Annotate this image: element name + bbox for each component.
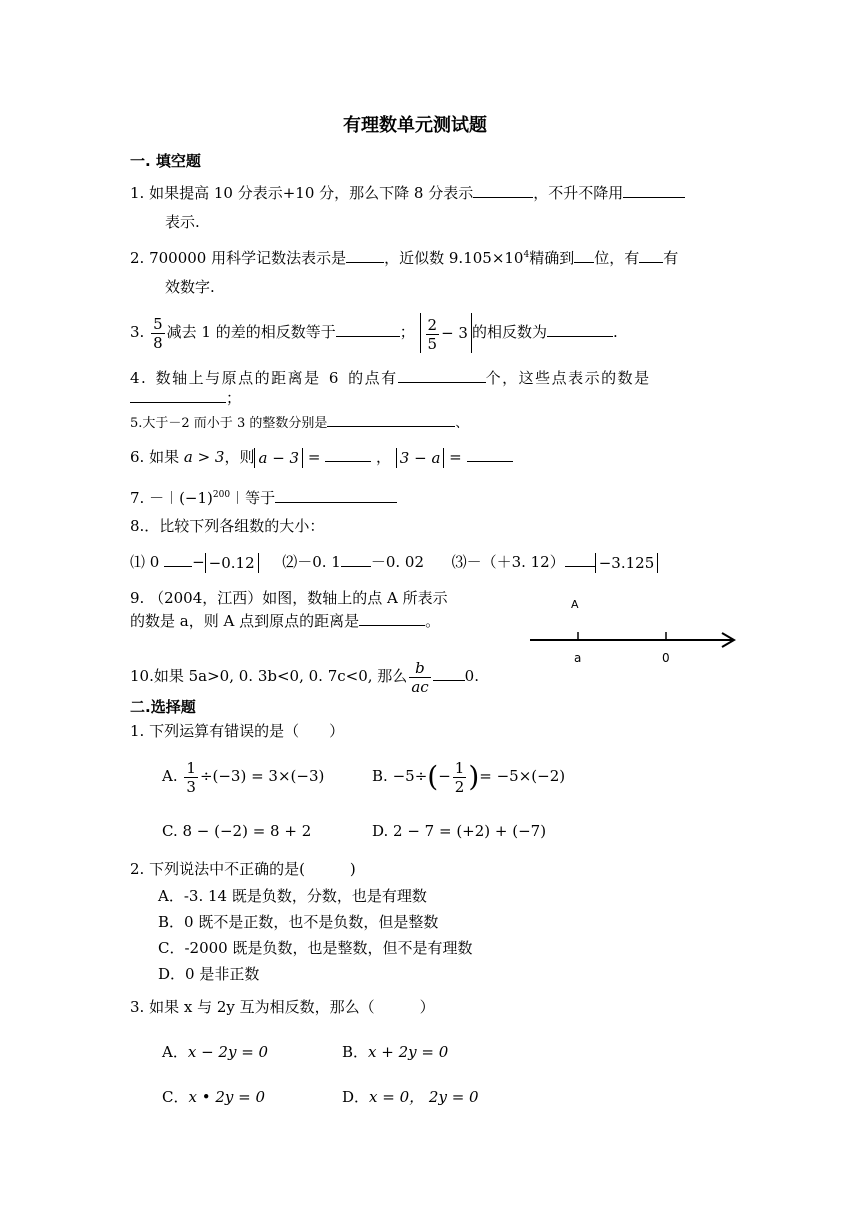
answer-blank[interactable]: [359, 611, 425, 626]
fraction: $\frac{b}{ac}$: [411, 658, 429, 696]
question-10: 10.如果 5a>0, 0. 3b<0, 0. 7c<0, 那么 $\frac{b}{ac}$ 0.: [130, 658, 479, 696]
choice-question-1: 1. 下列运算有错误的是（ ）: [130, 722, 345, 740]
question-2-cont: 效数字.: [165, 278, 215, 296]
question-4: 4. 数轴上与原点的距离是 6 的点有 个，这些点表示的数是: [130, 369, 651, 387]
answer-blank[interactable]: [164, 552, 192, 567]
answer-blank[interactable]: [623, 183, 685, 198]
question-1-cont: 表示.: [165, 213, 200, 231]
section-choice-heading: 二.选择题: [130, 698, 196, 716]
number-line-figure: [526, 592, 740, 668]
absolute-value: $\frac{2}{5}$ − 3: [420, 313, 472, 353]
choice-3-option-D[interactable]: D．x = 0， 2y = 0: [342, 1088, 479, 1106]
answer-blank[interactable]: [327, 412, 455, 427]
tick-label-zero: 0: [662, 651, 670, 665]
choice-1-option-C[interactable]: C. 8 − (−2) = 8 + 2: [162, 822, 312, 840]
answer-blank[interactable]: [341, 552, 371, 567]
answer-blank[interactable]: [547, 322, 613, 337]
question-4-cont: ；: [130, 388, 241, 408]
question-6: 6. 如果 a > 3，则 a − 3 = ， 3 − a =: [130, 447, 513, 468]
page-title: 有理数单元测试题: [343, 115, 487, 136]
question-7: 7. $-︱(-1)^{200}︱$等于: [130, 485, 397, 508]
point-label-A: A: [571, 598, 579, 611]
question-8: 8.．比较下列各组数的大小：: [130, 517, 325, 535]
choice-1-option-D[interactable]: D. 2 − 7 = (+2) + (−7): [372, 822, 547, 840]
question-8-items: ⑴ 0 − −0.12 ⑵－0. 1 －0. 02 ⑶－（＋3. 12） −3.125: [130, 552, 658, 573]
choice-3-option-C[interactable]: C．x • 2y = 0: [162, 1088, 265, 1106]
choice-2-option-D[interactable]: D．0 是非正数: [158, 965, 260, 983]
answer-blank[interactable]: [473, 183, 533, 198]
choice-3-option-A[interactable]: A．x − 2y = 0: [162, 1043, 269, 1061]
choice-1-option-B[interactable]: B. −5÷(− $\frac{1}{2}$ )= −5×(−2): [372, 758, 566, 796]
answer-blank[interactable]: [275, 488, 397, 503]
choice-question-3: 3. 如果 x 与 2y 互为相反数，那么（ ）: [130, 998, 435, 1016]
answer-blank[interactable]: [398, 368, 486, 383]
question-1: 1. 如果提高 10 分表示+10 分，那么下降 8 分表示 ，不升不降用: [130, 183, 685, 203]
choice-1-option-A[interactable]: A. $\frac{1}{3}$ ÷(−3) = 3×(−3): [162, 758, 325, 796]
section-fill-blank-heading: 一. 填空题: [130, 152, 201, 170]
choice-2-option-C[interactable]: C．-2000 既是负数，也是整数，但不是有理数: [158, 939, 473, 957]
question-3: 3. $\frac{5}{8}$ 减去 1 的差的相反数等于 ； $\frac{2}{5}$ − 3 的相反数为 .: [130, 314, 618, 353]
answer-blank[interactable]: [639, 248, 663, 263]
tick-label-a: a: [574, 651, 582, 665]
answer-blank[interactable]: [467, 447, 513, 462]
choice-3-option-B[interactable]: B．x + 2y = 0: [342, 1043, 449, 1061]
choice-question-2: 2. 下列说法中不正确的是( ): [130, 860, 356, 878]
question-2: 2. 700000 用科学记数法表示是 ，近似数 $9.105\times 10^4$精确到 位，有 有: [130, 249, 679, 267]
answer-blank[interactable]: [336, 322, 400, 337]
answer-blank[interactable]: [565, 552, 595, 567]
question-5: 5.大于－2 而小于 3 的整数分别是 、: [130, 412, 468, 434]
fraction: $\frac{5}{8}$: [153, 314, 163, 352]
answer-blank[interactable]: [433, 666, 465, 681]
choice-2-option-A[interactable]: A．-3. 14 既是负数，分数，也是有理数: [158, 887, 427, 905]
answer-blank[interactable]: [325, 447, 371, 462]
choice-2-option-B[interactable]: B．0 既不是正数，也不是负数，但是整数: [158, 913, 439, 931]
answer-blank[interactable]: [130, 388, 226, 403]
answer-blank[interactable]: [346, 248, 384, 263]
answer-blank[interactable]: [574, 248, 594, 263]
question-9: 9. （2004，江西）如图，数轴上的点 A 所表示: [130, 589, 448, 607]
question-9-cont: 的数是 a，则 A 点到原点的距离是 。: [130, 612, 441, 630]
